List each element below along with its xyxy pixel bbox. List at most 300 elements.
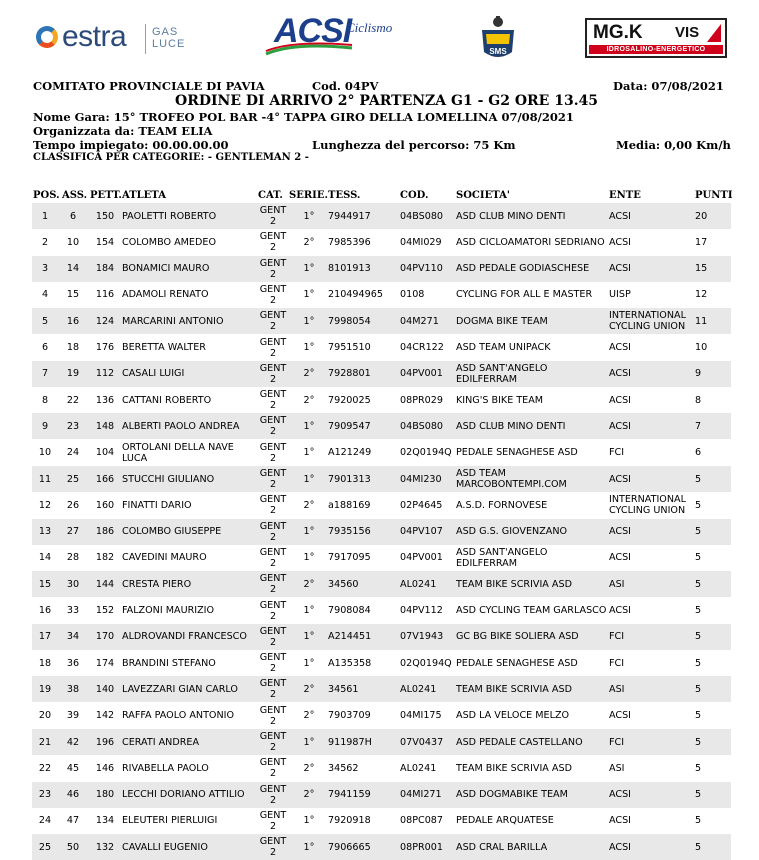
cell-punti: 5 xyxy=(695,499,702,511)
cell-cod: 08PR029 xyxy=(400,394,443,406)
cell-soc: ASD LA VELOCE MELZO xyxy=(456,710,570,722)
cell-tess: 7903709 xyxy=(328,710,371,722)
cell-punti: 17 xyxy=(695,236,708,248)
table-row xyxy=(32,229,731,255)
cell-ente: ACSI xyxy=(609,394,632,406)
cell-pos: 18 xyxy=(38,657,52,669)
cell-atleta: STUCCHI GIULIANO xyxy=(122,473,215,485)
estra-logo xyxy=(36,18,196,58)
table-row xyxy=(32,387,731,413)
table-row xyxy=(32,335,731,361)
cell-tess: 7908084 xyxy=(328,605,371,616)
cell-pett: 160 xyxy=(95,499,115,511)
cell-serie: 2° xyxy=(303,578,315,590)
cell-cod: 02P4645 xyxy=(400,499,443,511)
cell-atleta: CERATI ANDREA xyxy=(122,736,200,748)
cell-cat: GENT 2 xyxy=(259,336,287,359)
cell-pett: 136 xyxy=(95,394,115,406)
cell-cod: 04M271 xyxy=(400,315,439,327)
logos-row xyxy=(0,8,759,68)
cell-ass: 46 xyxy=(66,789,80,801)
cell-atleta: ALDROVANDI FRANCESCO xyxy=(122,631,247,643)
acsi-ciclismo: Ciclismo xyxy=(346,20,393,35)
sms-shield-icon xyxy=(478,14,518,64)
cell-pos: 2 xyxy=(41,236,49,248)
col-atleta: ATLETA xyxy=(122,190,166,201)
cell-punti: 5 xyxy=(695,815,702,827)
cell-serie: 2° xyxy=(303,789,315,801)
cell-tess: 7944917 xyxy=(328,210,371,222)
cell-tess: 7985396 xyxy=(328,236,371,248)
cell-serie: 1° xyxy=(303,657,315,669)
cell-cat: GENT 2 xyxy=(259,441,287,464)
cell-tess: 34562 xyxy=(328,762,359,774)
cell-tess: 7928801 xyxy=(328,368,371,380)
cell-tess: 7906665 xyxy=(328,841,371,853)
cell-cat: GENT 2 xyxy=(259,494,287,517)
table-row xyxy=(32,492,731,518)
cell-soc: GC BG BIKE SOLIERA ASD xyxy=(456,631,579,643)
cell-punti: 5 xyxy=(695,762,702,774)
cell-punti: 20 xyxy=(695,210,708,222)
cell-ente: ACSI xyxy=(609,815,632,827)
cell-pos: 12 xyxy=(38,499,52,511)
cell-pett: 176 xyxy=(95,342,115,353)
cell-pett: 144 xyxy=(95,578,115,590)
cell-ente: ACSI xyxy=(609,605,632,616)
cell-soc: ASD SANT'ANGELO EDILFERRAM xyxy=(456,362,548,385)
cell-tess: 7920918 xyxy=(328,815,371,827)
cell-pos: 7 xyxy=(41,368,49,380)
cell-punti: 5 xyxy=(695,736,702,748)
cell-pett: 146 xyxy=(95,762,115,774)
cell-serie: 1° xyxy=(303,289,315,301)
cell-atleta: BRANDINI STEFANO xyxy=(122,657,216,669)
cell-serie: 1° xyxy=(303,263,315,275)
cell-serie: 1° xyxy=(303,552,315,564)
cell-cat: GENT 2 xyxy=(259,836,287,859)
cell-serie: 2° xyxy=(303,499,315,511)
acsi-logo xyxy=(262,12,402,60)
cell-punti: 5 xyxy=(695,841,702,853)
cell-cat: GENT 2 xyxy=(259,678,287,701)
cell-soc: ASD G.S. GIOVENZANO xyxy=(456,526,568,538)
cell-soc: ASD PEDALE GODIASCHESE xyxy=(456,263,590,275)
cell-cod: 07V1943 xyxy=(400,631,444,643)
cell-cat: GENT 2 xyxy=(259,257,287,280)
cell-atleta: CATTANI ROBERTO xyxy=(122,394,212,406)
cell-cat: GENT 2 xyxy=(259,704,287,727)
mgk-band: IDROSALINO-ENERGETICO xyxy=(589,45,723,54)
table-row xyxy=(32,413,731,439)
cell-cat: GENT 2 xyxy=(259,757,287,780)
cell-tess: 7941159 xyxy=(328,789,371,801)
cell-tess: 7901313 xyxy=(328,473,371,485)
cell-tess: 34561 xyxy=(328,683,359,695)
cell-atleta: ORTOLANI DELLA NAVE LUCA xyxy=(122,441,234,464)
cell-punti: 5 xyxy=(695,657,702,669)
cell-soc: PEDALE SENAGHESE ASD xyxy=(456,657,578,669)
cell-cod: 04MI175 xyxy=(400,710,442,722)
table-row xyxy=(32,519,731,545)
cell-cat: GENT 2 xyxy=(259,389,287,412)
cell-ass: 19 xyxy=(66,368,80,380)
cell-atleta: FALZONI MAURIZIO xyxy=(122,605,215,616)
cell-cod: 04PV001 xyxy=(400,552,443,564)
cell-ente: FCI xyxy=(609,447,625,459)
cell-tess: 210494965 xyxy=(328,289,383,301)
cell-cod: 0108 xyxy=(400,289,425,301)
cell-punti: 5 xyxy=(695,710,702,722)
cell-pos: 20 xyxy=(38,710,52,722)
col-serie: SERIE. xyxy=(289,190,328,201)
cell-ass: 39 xyxy=(66,710,80,722)
cell-tess: A214451 xyxy=(328,631,372,643)
mgk-logo xyxy=(585,18,727,58)
cell-serie: 1° xyxy=(303,447,315,459)
average-speed: Media: 0,00 Km/h xyxy=(616,138,731,152)
cell-ente: ACSI xyxy=(609,210,632,222)
cell-pett: 196 xyxy=(95,736,115,748)
cell-soc: ASD DOGMABIKE TEAM xyxy=(456,789,568,801)
cell-tess: 911987H xyxy=(328,736,372,748)
cell-tess: 34560 xyxy=(328,578,359,590)
cell-pos: 21 xyxy=(38,736,52,748)
cell-atleta: CAVALLI EUGENIO xyxy=(122,841,208,853)
cell-punti: 5 xyxy=(695,789,702,801)
col-ente: ENTE xyxy=(609,190,641,201)
cell-pos: 1 xyxy=(41,210,49,222)
cell-ass: 23 xyxy=(66,420,80,432)
cell-atleta: RIVABELLA PAOLO xyxy=(122,762,209,774)
cell-ass: 28 xyxy=(66,552,80,564)
cell-cod: 02Q0194Q xyxy=(400,447,452,459)
col-societa: SOCIETA' xyxy=(456,190,510,201)
cell-pos: 4 xyxy=(41,289,49,301)
cell-cod: 04PV001 xyxy=(400,368,443,380)
cell-cod: 04PV112 xyxy=(400,605,443,616)
cell-serie: 2° xyxy=(303,394,315,406)
cell-ente: ACSI xyxy=(609,789,632,801)
cell-cod: AL0241 xyxy=(400,578,437,590)
table-row xyxy=(32,361,731,387)
race-name: Nome Gara: 15° TROFEO POL BAR -4° TAPPA GIRO DELLA LOMELLINA 07/08/2021 xyxy=(33,110,574,124)
cell-pos: 22 xyxy=(38,762,52,774)
cell-pos: 16 xyxy=(38,605,52,616)
cell-soc: ASD CLUB MINO DENTI xyxy=(456,420,566,432)
cell-ente: FCI xyxy=(609,631,625,643)
cell-pett: 180 xyxy=(95,789,115,801)
cell-soc: TEAM BIKE SCRIVIA ASD xyxy=(456,578,572,590)
cell-cat: GENT 2 xyxy=(259,231,287,254)
table-row xyxy=(32,755,731,781)
cell-serie: 1° xyxy=(303,815,315,827)
cell-cod: 02Q0194Q xyxy=(400,657,452,669)
cell-ass: 24 xyxy=(66,447,80,459)
cell-pett: 150 xyxy=(95,210,115,222)
cell-pett: 152 xyxy=(95,605,115,616)
cell-cod: 04BS080 xyxy=(400,210,444,222)
cell-punti: 6 xyxy=(695,447,702,459)
cell-pett: 184 xyxy=(95,263,115,275)
cell-cod: 04PV107 xyxy=(400,526,443,538)
cell-punti: 5 xyxy=(695,526,702,538)
cell-pos: 19 xyxy=(38,683,52,695)
cell-pos: 24 xyxy=(38,815,52,827)
table-row xyxy=(32,545,731,571)
table-row xyxy=(32,624,731,650)
course-length: Lunghezza del percorso: 75 Km xyxy=(312,138,516,152)
table-row xyxy=(32,282,731,308)
cell-pos: 17 xyxy=(38,631,52,643)
cell-serie: 1° xyxy=(303,526,315,538)
cell-punti: 15 xyxy=(695,263,708,275)
cell-punti: 11 xyxy=(695,315,708,327)
cell-ente: INTERNATIONAL CYCLING UNION xyxy=(609,310,686,333)
cell-punti: 10 xyxy=(695,342,708,353)
cell-cat: GENT 2 xyxy=(259,809,287,832)
cell-soc: TEAM BIKE SCRIVIA ASD xyxy=(456,683,572,695)
organizer: Organizzata da: TEAM ELIA xyxy=(33,124,213,138)
cell-tess: 7998054 xyxy=(328,315,371,327)
cell-serie: 1° xyxy=(303,342,315,353)
cell-ente: FCI xyxy=(609,657,625,669)
cell-atleta: COLOMBO GIUSEPPE xyxy=(122,526,222,538)
cell-ente: ACSI xyxy=(609,236,632,248)
cell-ass: 34 xyxy=(66,631,80,643)
cell-cat: GENT 2 xyxy=(259,652,287,675)
cell-cat: GENT 2 xyxy=(259,468,287,490)
cell-ente: ASI xyxy=(609,762,625,774)
cell-serie: 1° xyxy=(303,736,315,748)
cell-atleta: CRESTA PIERO xyxy=(122,578,192,590)
cell-serie: 1° xyxy=(303,631,315,643)
estra-divider xyxy=(145,24,146,54)
cell-punti: 5 xyxy=(695,578,702,590)
cell-soc: CYCLING FOR ALL E MASTER xyxy=(456,289,593,301)
cell-cat: GENT 2 xyxy=(259,415,287,438)
cell-ass: 45 xyxy=(66,762,80,774)
cell-serie: 2° xyxy=(303,710,315,722)
cell-cat: GENT 2 xyxy=(259,310,287,333)
cell-soc: TEAM BIKE SCRIVIA ASD xyxy=(456,762,572,774)
cell-atleta: PAOLETTI ROBERTO xyxy=(122,210,217,222)
cell-soc: DOGMA BIKE TEAM xyxy=(456,315,548,327)
cell-punti: 7 xyxy=(695,420,702,432)
cell-cat: GENT 2 xyxy=(259,731,287,753)
table-row xyxy=(32,676,731,702)
cell-ass: 16 xyxy=(66,315,80,327)
cell-soc: PEDALE SENAGHESE ASD xyxy=(456,447,578,459)
cell-punti: 5 xyxy=(695,605,702,616)
cell-pett: 182 xyxy=(95,552,115,564)
cell-ass: 36 xyxy=(66,657,80,669)
mgk-triangle-icon xyxy=(707,24,721,42)
cell-cod: 08PC087 xyxy=(400,815,444,827)
cell-ass: 38 xyxy=(66,683,80,695)
cell-ass: 27 xyxy=(66,526,80,538)
table-row xyxy=(32,203,731,229)
cell-cod: 04MI271 xyxy=(400,789,442,801)
cell-pett: 154 xyxy=(95,236,115,248)
cell-tess: 7909547 xyxy=(328,420,371,432)
cell-cat: GENT 2 xyxy=(259,783,287,806)
mgk-wordmark: MG.K xyxy=(593,22,643,43)
cell-ente: ACSI xyxy=(609,710,632,722)
col-pos: POS. xyxy=(33,190,60,201)
cell-ente: UISP xyxy=(609,289,631,301)
cell-serie: 2° xyxy=(303,368,315,380)
estra-wordmark: estra xyxy=(62,20,127,53)
cell-punti: 9 xyxy=(695,368,702,380)
cell-soc: KING'S BIKE TEAM xyxy=(456,394,544,406)
cell-atleta: ELEUTERI PIERLUIGI xyxy=(122,815,218,827)
cell-atleta: BONAMICI MAURO xyxy=(122,263,210,275)
table-row xyxy=(32,466,731,492)
cell-cat: GENT 2 xyxy=(259,205,287,227)
cell-punti: 5 xyxy=(695,552,702,564)
cell-cod: 04CR122 xyxy=(400,342,444,353)
cell-tess: A135358 xyxy=(328,657,372,669)
cell-pos: 25 xyxy=(38,841,52,853)
cell-atleta: BERETTA WALTER xyxy=(122,342,206,353)
cell-pett: 124 xyxy=(95,315,115,327)
cell-ente: ACSI xyxy=(609,368,632,380)
cell-ass: 50 xyxy=(66,841,80,853)
cell-tess: A121249 xyxy=(328,447,372,459)
cell-ente: ACSI xyxy=(609,841,632,853)
cell-serie: 1° xyxy=(303,841,315,853)
cell-cat: GENT 2 xyxy=(259,362,287,385)
cell-cat: GENT 2 xyxy=(259,573,287,596)
mgk-vis: VIS xyxy=(675,24,700,41)
col-pett: PETT. xyxy=(90,190,122,201)
cell-ente: INTERNATIONAL CYCLING UNION xyxy=(609,494,686,517)
cell-atleta: ADAMOLI RENATO xyxy=(122,289,209,301)
cell-pos: 9 xyxy=(41,420,49,432)
cell-pos: 5 xyxy=(41,315,49,327)
code-label: Cod. 04PV xyxy=(312,79,379,93)
cell-pos: 14 xyxy=(38,552,52,564)
cell-pett: 142 xyxy=(95,710,115,722)
cell-atleta: COLOMBO AMEDEO xyxy=(122,236,216,248)
cell-ente: ACSI xyxy=(609,526,632,538)
sms-logo xyxy=(478,14,518,64)
svg-text:SMS: SMS xyxy=(489,47,507,56)
estra-sub xyxy=(152,26,185,50)
cell-punti: 5 xyxy=(695,683,702,695)
cell-cod: AL0241 xyxy=(400,762,437,774)
cell-serie: 1° xyxy=(303,420,315,432)
cell-soc: ASD CRAL BARILLA xyxy=(456,841,548,853)
cell-soc: ASD TEAM UNIPACK xyxy=(456,342,551,353)
cell-ente: ACSI xyxy=(609,473,632,485)
cell-soc: ASD PEDALE CASTELLANO xyxy=(456,736,583,748)
cell-serie: 1° xyxy=(303,210,315,222)
col-cat: CAT. xyxy=(258,190,283,201)
cell-cod: 04PV110 xyxy=(400,263,443,275)
cell-atleta: CASALI LUIGI xyxy=(122,368,185,380)
cell-ass: 14 xyxy=(66,263,80,275)
cell-ente: ACSI xyxy=(609,420,632,432)
cell-cod: 07V0437 xyxy=(400,736,444,748)
cell-pos: 6 xyxy=(41,342,49,353)
table-row xyxy=(32,571,731,597)
cell-ass: 6 xyxy=(69,210,77,222)
cell-ass: 18 xyxy=(66,342,80,353)
cell-ass: 42 xyxy=(66,736,80,748)
cell-pos: 10 xyxy=(38,447,52,459)
cell-pett: 174 xyxy=(95,657,115,669)
table-row xyxy=(32,834,731,860)
cell-pett: 104 xyxy=(95,447,115,459)
cell-cod: AL0241 xyxy=(400,683,437,695)
cell-cod: 08PR001 xyxy=(400,841,443,853)
acsi-wordmark: ACSI xyxy=(274,12,352,50)
cell-cat: GENT 2 xyxy=(259,599,287,622)
cell-ass: 30 xyxy=(66,578,80,590)
cell-cat: GENT 2 xyxy=(259,520,287,543)
cell-pos: 11 xyxy=(38,473,52,485)
cell-cat: GENT 2 xyxy=(259,546,287,569)
estra-ring-icon xyxy=(36,26,58,48)
cell-serie: 2° xyxy=(303,236,315,248)
cell-pos: 15 xyxy=(38,578,52,590)
cell-pett: 140 xyxy=(95,683,115,695)
cell-punti: 5 xyxy=(695,631,702,643)
cell-soc: ASD CICLOAMATORI SEDRIANO xyxy=(456,236,605,248)
col-ass: ASS. xyxy=(62,190,88,201)
cell-pos: 23 xyxy=(38,789,52,801)
table-row xyxy=(32,440,731,466)
table-row xyxy=(32,808,731,834)
classification: CLASSIFICA PER CATEGORIE: - GENTLEMAN 2 - xyxy=(33,152,309,163)
cell-soc: ASD TEAM MARCOBONTEMPI.COM xyxy=(456,468,567,490)
cell-ass: 22 xyxy=(66,394,80,406)
cell-serie: 2° xyxy=(303,683,315,695)
cell-soc: ASD CYCLING TEAM GARLASCO xyxy=(456,605,607,616)
cell-atleta: LECCHI DORIANO ATTILIO xyxy=(122,789,245,801)
cell-pos: 3 xyxy=(41,263,49,275)
cell-ente: ASI xyxy=(609,578,625,590)
cell-pett: 134 xyxy=(95,815,115,827)
cell-tess: 7935156 xyxy=(328,526,371,538)
cell-tess: 7917095 xyxy=(328,552,371,564)
cell-serie: 1° xyxy=(303,605,315,616)
table-row xyxy=(32,256,731,282)
cell-ass: 47 xyxy=(66,815,80,827)
cell-tess: 7951510 xyxy=(328,342,371,353)
cell-cod: 04MI230 xyxy=(400,473,442,485)
cell-pett: 166 xyxy=(95,473,115,485)
cell-ass: 26 xyxy=(66,499,80,511)
cell-cat: GENT 2 xyxy=(259,625,287,648)
cell-pett: 116 xyxy=(95,289,115,301)
cell-pett: 170 xyxy=(95,631,115,643)
cell-serie: 2° xyxy=(303,762,315,774)
col-tess: TESS. xyxy=(328,190,361,201)
acsi-swoosh-icon xyxy=(264,42,354,56)
cell-punti: 12 xyxy=(695,289,708,301)
cell-atleta: CAVEDINI MAURO xyxy=(122,552,207,564)
table-header xyxy=(0,190,759,204)
cell-punti: 5 xyxy=(695,473,702,485)
cell-atleta: RAFFA PAOLO ANTONIO xyxy=(122,710,235,722)
table-row xyxy=(32,729,731,755)
table-row xyxy=(32,703,731,729)
cell-ente: ASI xyxy=(609,683,625,695)
cell-tess: 7920025 xyxy=(328,394,371,406)
